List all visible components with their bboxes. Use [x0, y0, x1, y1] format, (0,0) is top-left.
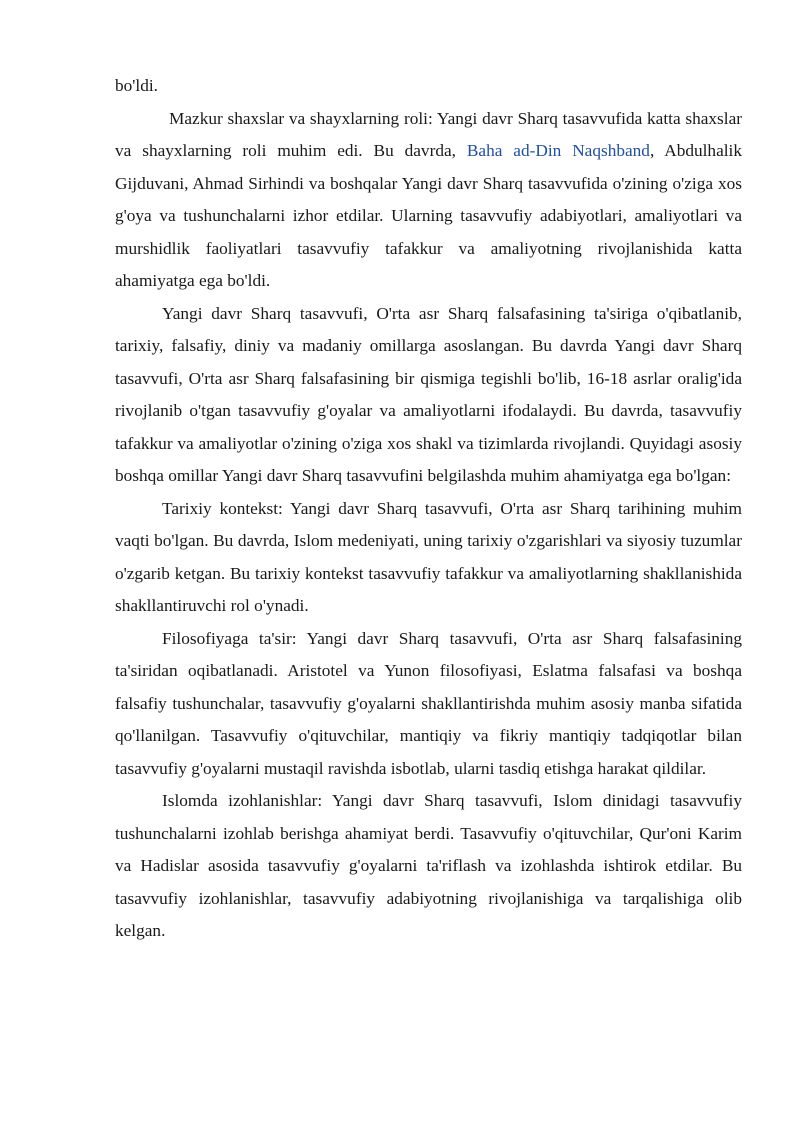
paragraph-tarixiy-kontekst: Tarixiy kontekst: Yangi davr Sharq tasavvufi, O'rta asr Sharq tarihining muhim vaqti bo'lgan. Bu davrda, Islom medeniyati, uning tarixiy o'zgarishlari va siyosiy tuzumlar o'zgarib ketgan. Bu tarixiy kontekst tasavvufiy tafakkur va amaliyotlarning shakllanishida shakllantiruvchi rol o'ynadi. — [115, 498, 742, 615]
paragraph-text: , Abdulhalik Gijduvani, Ahmad Sirhindi va boshqalar Yangi davr Sharq tasavvufida o'zining o'ziga xos g'oya va tushunchalarni izhor etdilar. Ularning tasavvufiy adabiyotlari, amaliyotlari va murshidlik faoliyatlari tasavvufiy tafakkur va amaliyotning rivojlanishida katta ahamiyatga ega bo'ldi. — [115, 141, 742, 290]
paragraph-yangi-davr: Yangi davr Sharq tasavvufi, O'rta asr Sharq falsafasining ta'siriga o'qibatlanib, tarixiy, falsafiy, diniy va madaniy omillarga asoslangan. Bu davrda Yangi davr Sharq tasavvufi, O'rta asr Sharq falsafasining bir qismiga tegishli bo'lib, 16-18 asrlar oralig'ida rivojlanib o'tgan tasavvufiy g'oyalar va amaliyotlarni ifodalaydi. Bu davrda, tasavvufiy tafakkur va amaliyotlar o'zining o'ziga xos shakl va tizimlarda rivojlandi. Quyidagi asosiy boshqa omillar Yangi davr Sharq tasavvufini belgilashda muhim ahamiyatga ega bo'lgan: — [115, 303, 742, 485]
paragraph-shaxslar-roli — [115, 103, 742, 298]
naqshband-link[interactable]: Baha ad-Din Naqshband — [466, 141, 650, 160]
document-page — [115, 70, 742, 948]
paragraph-text: Mazkur shaxslar va shayxlarning roli: Yangi davr Sharq tasavvufida katta shaxslar va shayxlarning roli muhim edi. Bu davrda, — [115, 108, 742, 160]
paragraph-continuation: bo'ldi. — [115, 76, 158, 95]
paragraph-islomda-izohlanishlar: Islomda izohlanishlar: Yangi davr Sharq tasavvufi, Islom dinidagi tasavvufiy tushunchalarni izohlab berishga ahamiyat berdi. Tasavvufiy o'qituvchilar, Qur'oni Karim va Hadislar asosida tasavvufiy g'oyalarni ta'riflash va izohlashda ishtirok etdilar. Bu tasavvufiy izohlanishlar, tasavvufiy adabiyotning rivojlanishiga va tarqalishiga olib kelgan. — [115, 791, 742, 940]
paragraph-filosofiyaga-tasir: Filosofiyaga ta'sir: Yangi davr Sharq tasavvufi, O'rta asr Sharq falsafasining ta'siridan oqibatlanadi. Aristotel va Yunon filosofiyasi, Eslatma falsafasi va boshqa falsafiy tushunchalar, tasavvufiy g'oyalarni shakllantirishda muhim asosiy manba sifatida qo'llanilgan. Tasavvufiy o'qituvchilar, mantiqiy va fikriy mantiqiy tadqiqotlar bilan tasavvufiy g'oyalarni mustaqil ravishda isbotlab, ularni tasdiq etishga harakat qildilar. — [115, 628, 742, 778]
